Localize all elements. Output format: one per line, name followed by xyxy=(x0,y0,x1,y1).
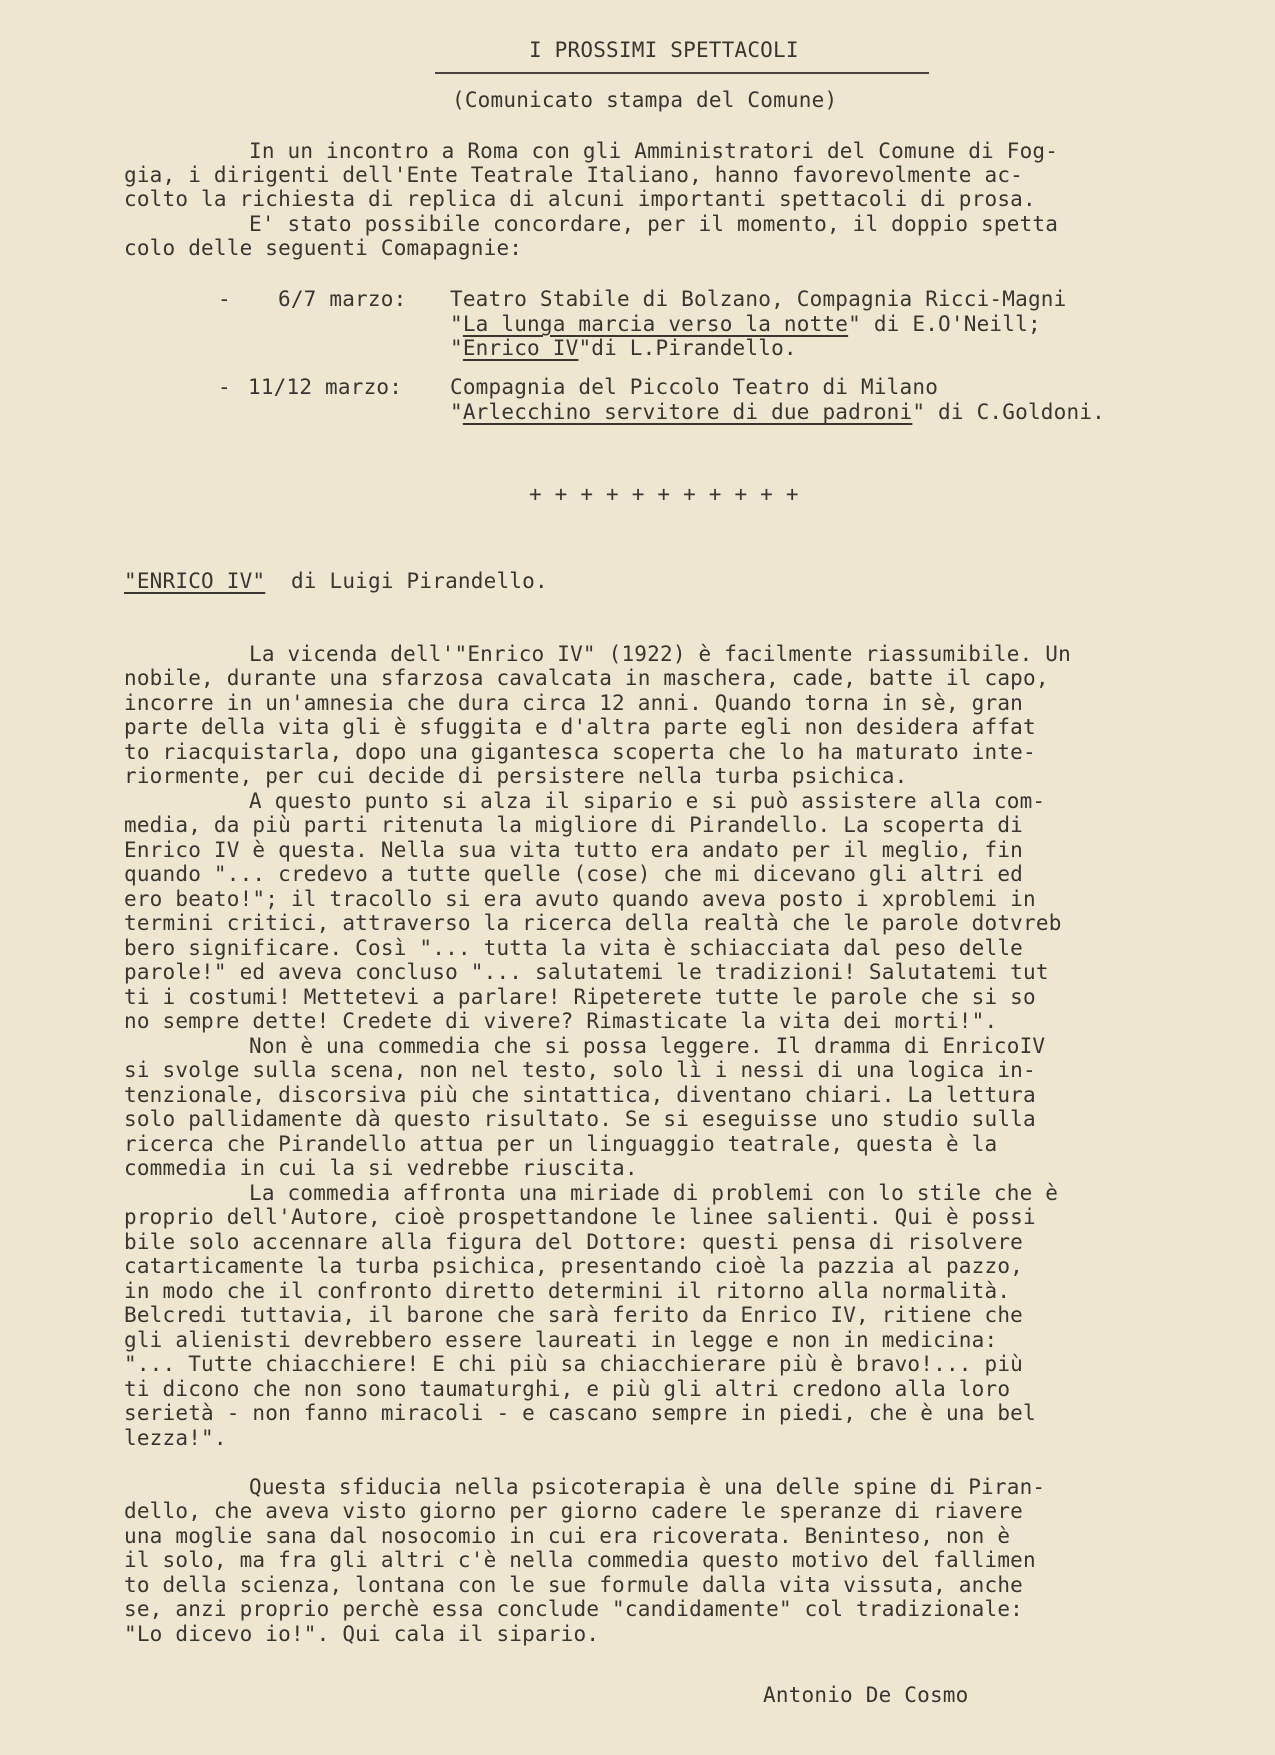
article-line: bero significare. Così "... tutta la vita è schiacciata dal peso delle xyxy=(124,936,1024,960)
article-line: riormente, per cui decide di persistere nella turba psichica. xyxy=(124,764,908,788)
article-line: lezza!". xyxy=(124,1426,227,1450)
article-line: proprio dell'Autore, cioè prospettandone le linee salienti. Qui è possi xyxy=(124,1205,1036,1229)
play-title: Arlecchino servitore di due padroni xyxy=(462,400,913,424)
article-line: Enrico IV è questa. Nella sua vita tutto era andato per il meglio, fin xyxy=(124,838,1024,862)
schedule-date: 6/7 marzo: xyxy=(278,287,407,311)
article-line: to riacquistarla, dopo una gigantesca scoperta che lo ha maturato inte- xyxy=(124,740,1036,764)
schedule-dash: - xyxy=(218,287,231,311)
article-line: La vicenda dell'"Enrico IV" (1922) è facilmente riassumibile. Un xyxy=(249,642,1071,666)
article-line: una moglie sana dal nosocomio in cui era ricoverata. Beninteso, non è xyxy=(124,1524,1011,1548)
intro-line: E' stato possibile concordare, per il momento, il doppio spetta xyxy=(249,212,1059,236)
play-title: Enrico IV xyxy=(462,336,579,360)
article-line: Questa sfiducia nella psicoterapia è una delle spine di Piran- xyxy=(249,1475,1046,1499)
article-line: serietà - non fanno miracoli - e cascano sempre in piedi, che è una bel xyxy=(124,1401,1036,1425)
article-line: "... Tutte chiacchiere! E chi più sa chiacchierare più è bravo!... più xyxy=(124,1352,1024,1376)
article-line: La commedia affronta una miriade di problemi con lo stile che è xyxy=(249,1181,1059,1205)
play-author: " di E.O'Neill; xyxy=(848,312,1041,336)
article-line: catarticamente la turba psichica, presentando cioè la pazzia al pazzo, xyxy=(124,1254,1024,1278)
article-line: parole!" ed aveva concluso "... salutatemi le tradizioni! Salutatemi tut xyxy=(124,960,1049,984)
play-author: "di L.Pirandello. xyxy=(578,336,797,360)
article-line: to della scienza, lontana con le sue formule dalla vita vissuta, anche xyxy=(124,1573,1024,1597)
article-heading-author: di Luigi Pirandello. xyxy=(290,569,548,593)
intro-line: gia, i dirigenti dell'Ente Teatrale Italiano, hanno favorevolmente ac- xyxy=(124,163,1024,187)
article-line: se, anzi proprio perchè essa conclude "candidamente" col tradizionale: xyxy=(124,1597,1024,1621)
schedule-play: "La lunga marcia verso la notte" di E.O'Neill; xyxy=(450,312,1041,336)
article-line: Non è una commedia che si possa leggere. Il dramma di EnricoIV xyxy=(249,1034,1046,1058)
schedule-play: "Arlecchino servitore di due padroni" di C.Goldoni. xyxy=(450,400,1106,424)
schedule-company: Compagnia del Piccolo Teatro di Milano xyxy=(450,375,939,399)
author-signature: Antonio De Cosmo xyxy=(763,1683,969,1707)
article-line: parte della vita gli è sfuggita e d'altra parte egli non desidera affat xyxy=(124,715,1036,739)
play-author: " di C.Goldoni. xyxy=(912,400,1106,424)
article-line: ero beato!"; il tracollo si era avuto quando aveva posto i xproblemi in xyxy=(124,887,1036,911)
article-line: A questo punto si alza il sipario e si può assistere alla com- xyxy=(249,789,1046,813)
article-line: ti i costumi! Mettetevi a parlare! Ripeterete tutte le parole che si so xyxy=(124,985,1036,1009)
article-line: ti dicono che non sono taumaturghi, e più gli altri credono alla loro xyxy=(124,1377,1011,1401)
title-rule xyxy=(435,72,929,74)
article-line: nobile, durante una sfarzosa cavalcata in maschera, cade, batte il capo, xyxy=(124,666,1049,690)
article-line: quando "... credevo a tutte quelle (cose) che mi dicevano gli altri ed xyxy=(124,862,1024,886)
article-heading xyxy=(124,569,548,593)
article-heading-title: "ENRICO IV" xyxy=(124,569,266,593)
article-line: media, da più parti ritenuta la migliore di Pirandello. La scoperta di xyxy=(124,813,1024,837)
intro-line: In un incontro a Roma con gli Amministratori del Comune di Fog- xyxy=(249,139,1059,163)
page-title: I PROSSIMI SPETTACOLI xyxy=(529,38,799,62)
article-line: Belcredi tuttavia, il barone che sarà ferito da Enrico IV, ritiene che xyxy=(124,1303,1024,1327)
schedule-dash: - xyxy=(218,375,231,399)
article-line: dello, che aveva visto giorno per giorno cadere le speranze di riavere xyxy=(124,1499,1024,1523)
article-line: termini critici, attraverso la ricerca della realtà che le parole dotvreb xyxy=(124,911,1062,935)
intro-line: colo delle seguenti Comapagnie: xyxy=(124,236,523,260)
play-title: La lunga marcia verso la notte xyxy=(462,312,849,336)
article-line: bile solo accennare alla figura del Dottore: questi pensa di risolvere xyxy=(124,1230,1024,1254)
schedule-date: 11/12 marzo: xyxy=(248,375,403,399)
schedule-play: "Enrico IV"di L.Pirandello. xyxy=(450,336,797,360)
page-subtitle: (Comunicato stampa del Comune) xyxy=(452,88,838,112)
article-line: no sempre dette! Credete di vivere? Rimasticate la vita dei morti!". xyxy=(124,1009,998,1033)
intro-line: colto la richiesta di replica di alcuni importanti spettacoli di prosa. xyxy=(124,187,1036,211)
article-line: tenzionale, discorsiva più che sintattica, diventano chiari. La lettura xyxy=(124,1083,1036,1107)
article-line: in modo che il confronto diretto determini il ritorno alla normalità. xyxy=(124,1279,1011,1303)
article-line: si svolge sulla scena, non nel testo, solo lì i nessi di una logica in- xyxy=(124,1058,1036,1082)
section-separator: + + + + + + + + + + + xyxy=(529,482,799,506)
article-line: il solo, ma fra gli altri c'è nella commedia questo motivo del fallimen xyxy=(124,1548,1036,1572)
article-line: incorre in un'amnesia che dura circa 12 anni. Quando torna in sè, gran xyxy=(124,691,1024,715)
article-line: commedia in cui la si vedrebbe riuscita. xyxy=(124,1156,638,1180)
schedule-company: Teatro Stabile di Bolzano, Compagnia Ricci-Magni xyxy=(450,287,1067,311)
article-line: ricerca che Pirandello attua per un linguaggio teatrale, questa è la xyxy=(124,1132,998,1156)
article-line: solo pallidamente dà questo risultato. Se si eseguisse uno studio sulla xyxy=(124,1107,1036,1131)
article-line: gli alienisti devrebbero essere laureati in legge e non in medicina: xyxy=(124,1328,998,1352)
article-line: "Lo dicevo io!". Qui cala il sipario. xyxy=(124,1622,600,1646)
